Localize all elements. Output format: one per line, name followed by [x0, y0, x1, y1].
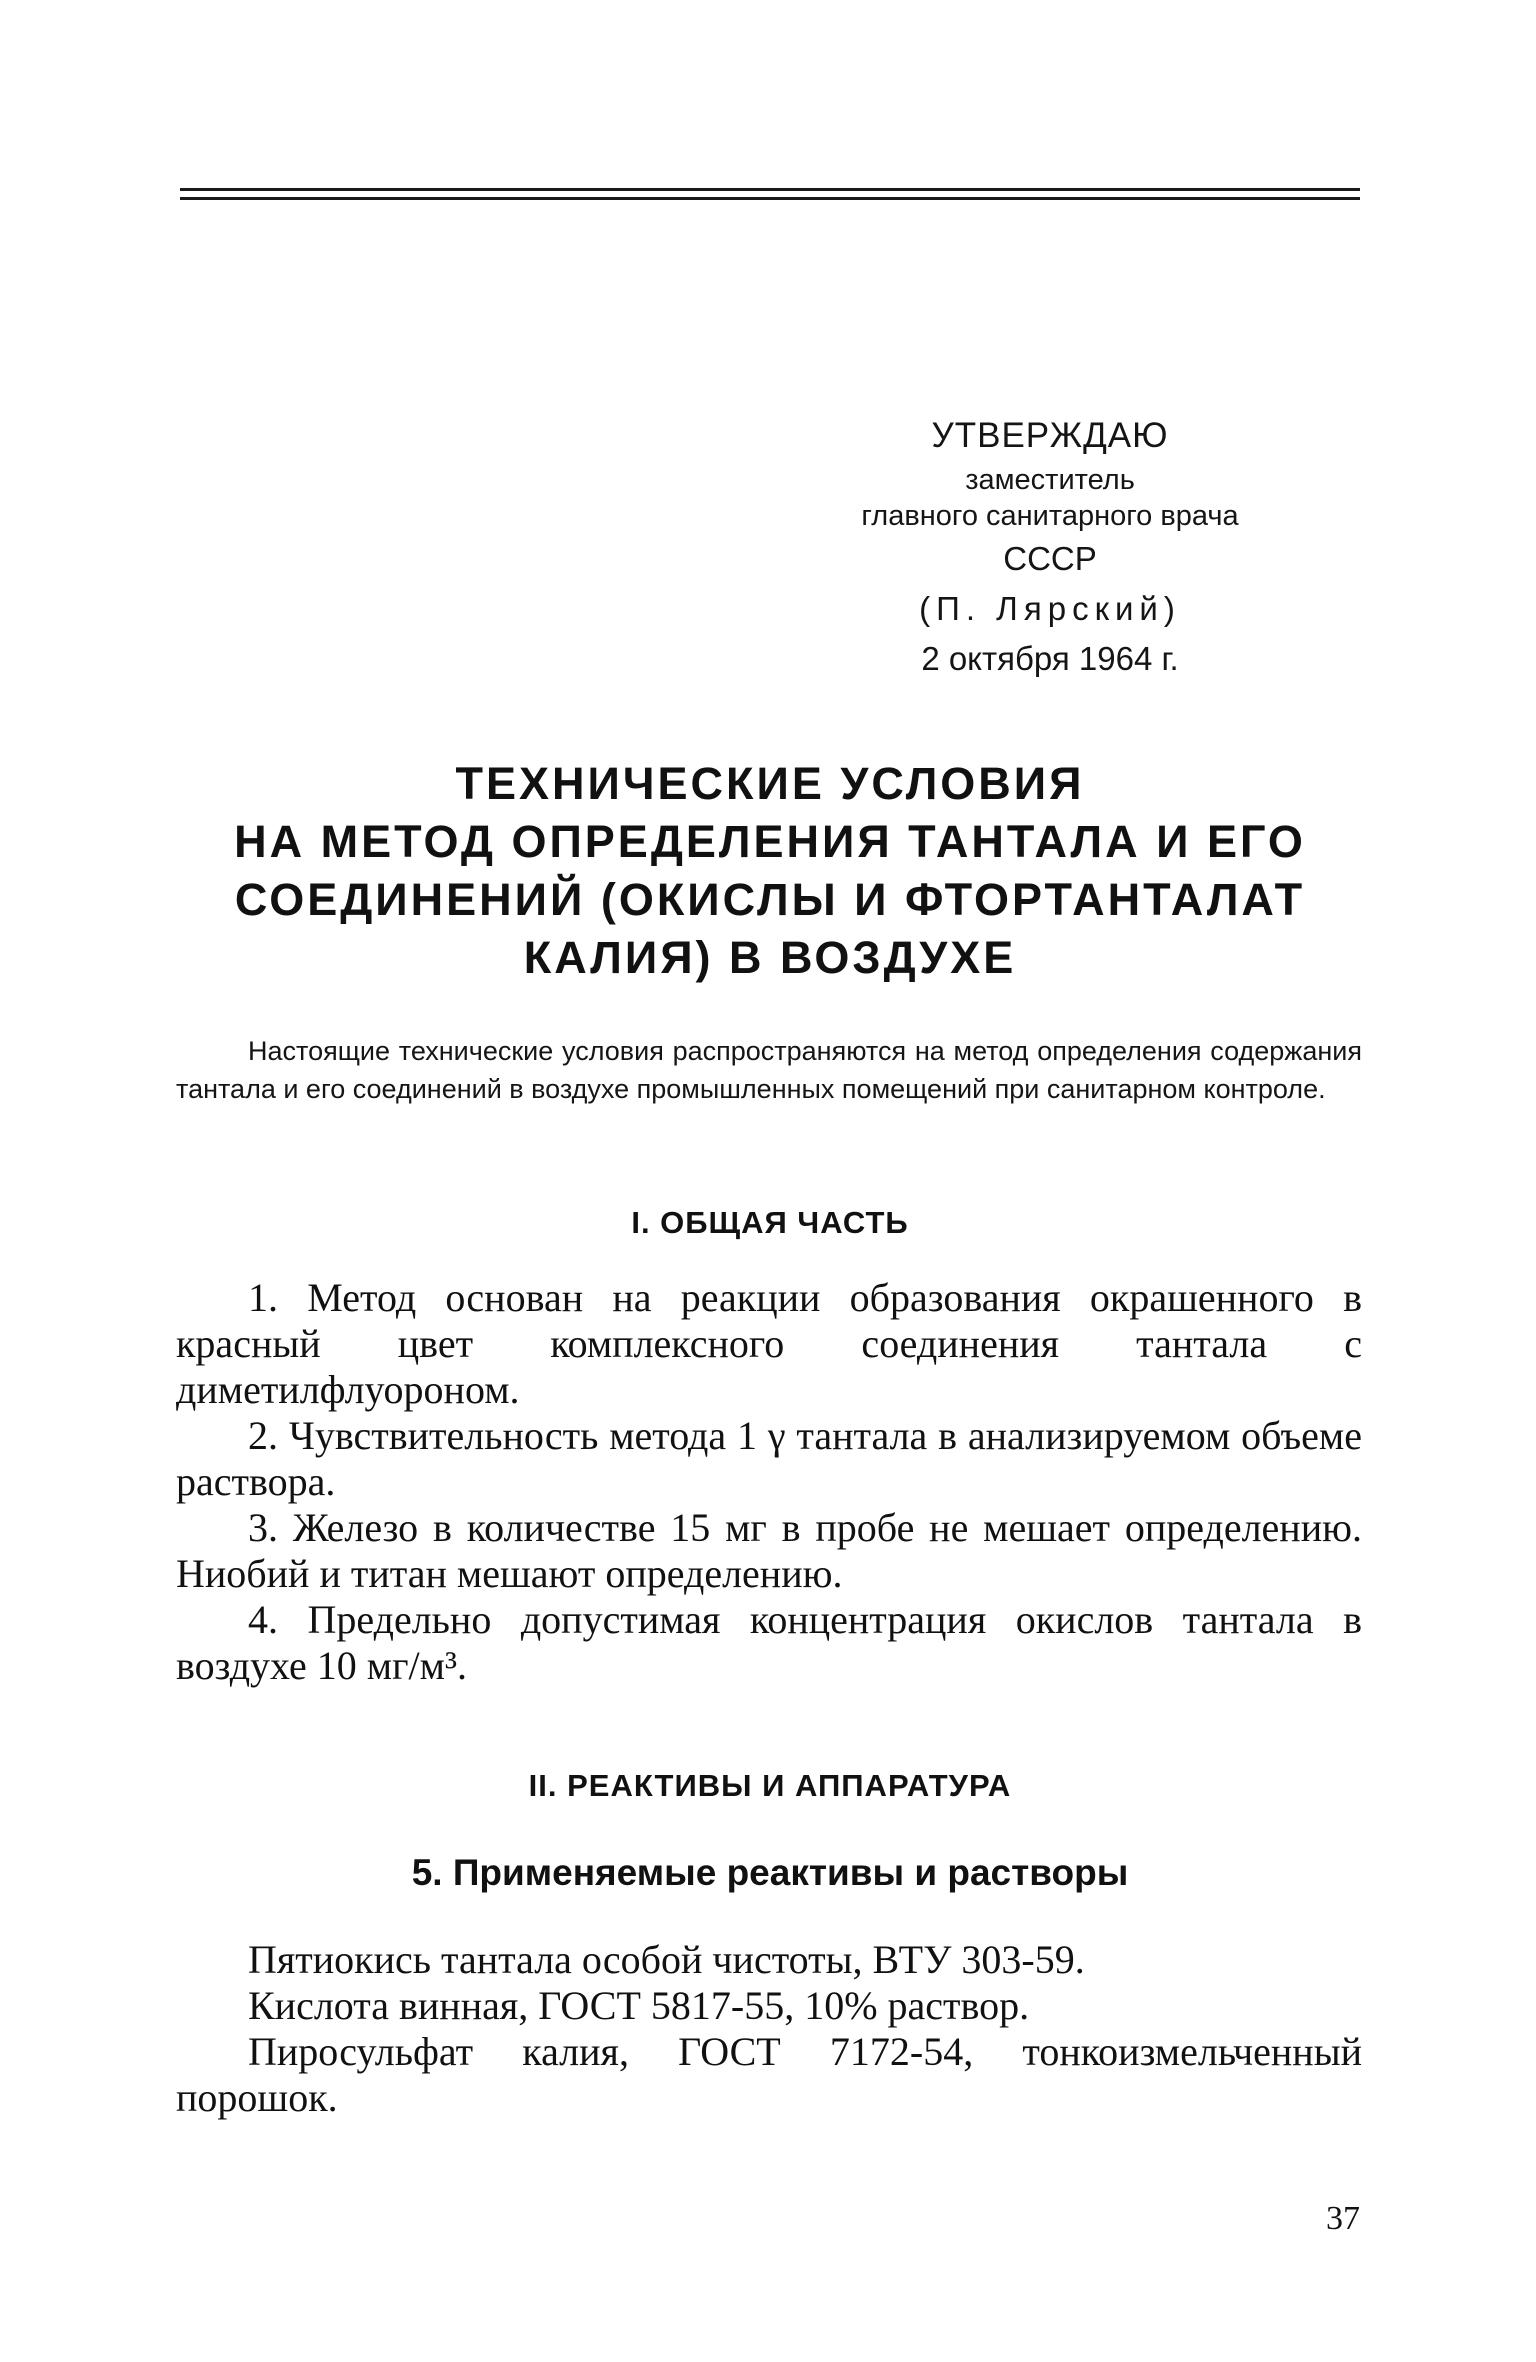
top-rule-upper — [180, 188, 1360, 191]
reagent-item: Пиросульфат калия, ГОСТ 7172-54, тонкоизмельченный порошок. — [176, 2029, 1362, 2120]
section-1-item: 4. Предельно допустимая концентрация окислов тантала в воздухе 10 мг/м³. — [176, 1597, 1362, 1688]
title-line: НА МЕТОД ОПРЕДЕЛЕНИЯ ТАНТАЛА И ЕГО — [234, 816, 1306, 867]
title-line: ТЕХНИЧЕСКИЕ УСЛОВИЯ — [455, 758, 1085, 809]
approval-signatory: (П. Лярский) — [919, 590, 1181, 627]
title-line: КАЛИЯ) В ВОЗДУХЕ — [523, 932, 1017, 983]
approval-block — [790, 410, 1310, 684]
page-number: 37 — [1326, 2200, 1360, 2237]
approval-date: 2 октября 1964 г. — [921, 640, 1179, 677]
section-1-item: 3. Железо в количестве 15 мг в пробе не мешает определению. Ниобий и титан мешают определению. — [176, 1505, 1362, 1596]
section-2-body — [176, 1937, 1362, 2121]
approval-position-line2: главного санитарного врача — [861, 500, 1239, 532]
section-1-item: 2. Чувствительность метода 1 γ тантала в анализируемом объеме раствора. — [176, 1413, 1362, 1504]
approval-heading: УТВЕРЖДАЮ — [931, 416, 1169, 455]
section-1-heading: I. ОБЩАЯ ЧАСТЬ — [631, 1205, 909, 1240]
top-rule-lower — [180, 197, 1360, 200]
approval-position-line1: заместитель — [965, 464, 1135, 496]
section-1-body — [176, 1275, 1362, 1689]
section-1-item: 1. Метод основан на реакции образования окрашенного в красный цвет комплексного соединения тантала с диметилфлуороном. — [176, 1275, 1362, 1412]
reagent-item: Пятиокись тантала особой чистоты, ВТУ 303-59. — [248, 1937, 1085, 1982]
intro-paragraph: Настоящие технические условия распространяются на метод определения содержания тантала и его соединений в воздухе промышленных помещений при санитарном контроле. — [176, 1036, 1362, 1104]
section-2-heading: II. РЕАКТИВЫ И АППАРАТУРА — [528, 1768, 1012, 1803]
document-title — [180, 755, 1360, 987]
section-2-subheading: 5. Применяемые реактивы и растворы — [411, 1852, 1129, 1893]
approval-position-line3: СССР — [1003, 540, 1097, 577]
title-line: СОЕДИНЕНИЙ (ОКИСЛЫ И ФТОРТАНТАЛАТ — [234, 874, 1306, 925]
reagent-item: Кислота винная, ГОСТ 5817-55, 10% раствор. — [248, 1983, 1030, 2028]
